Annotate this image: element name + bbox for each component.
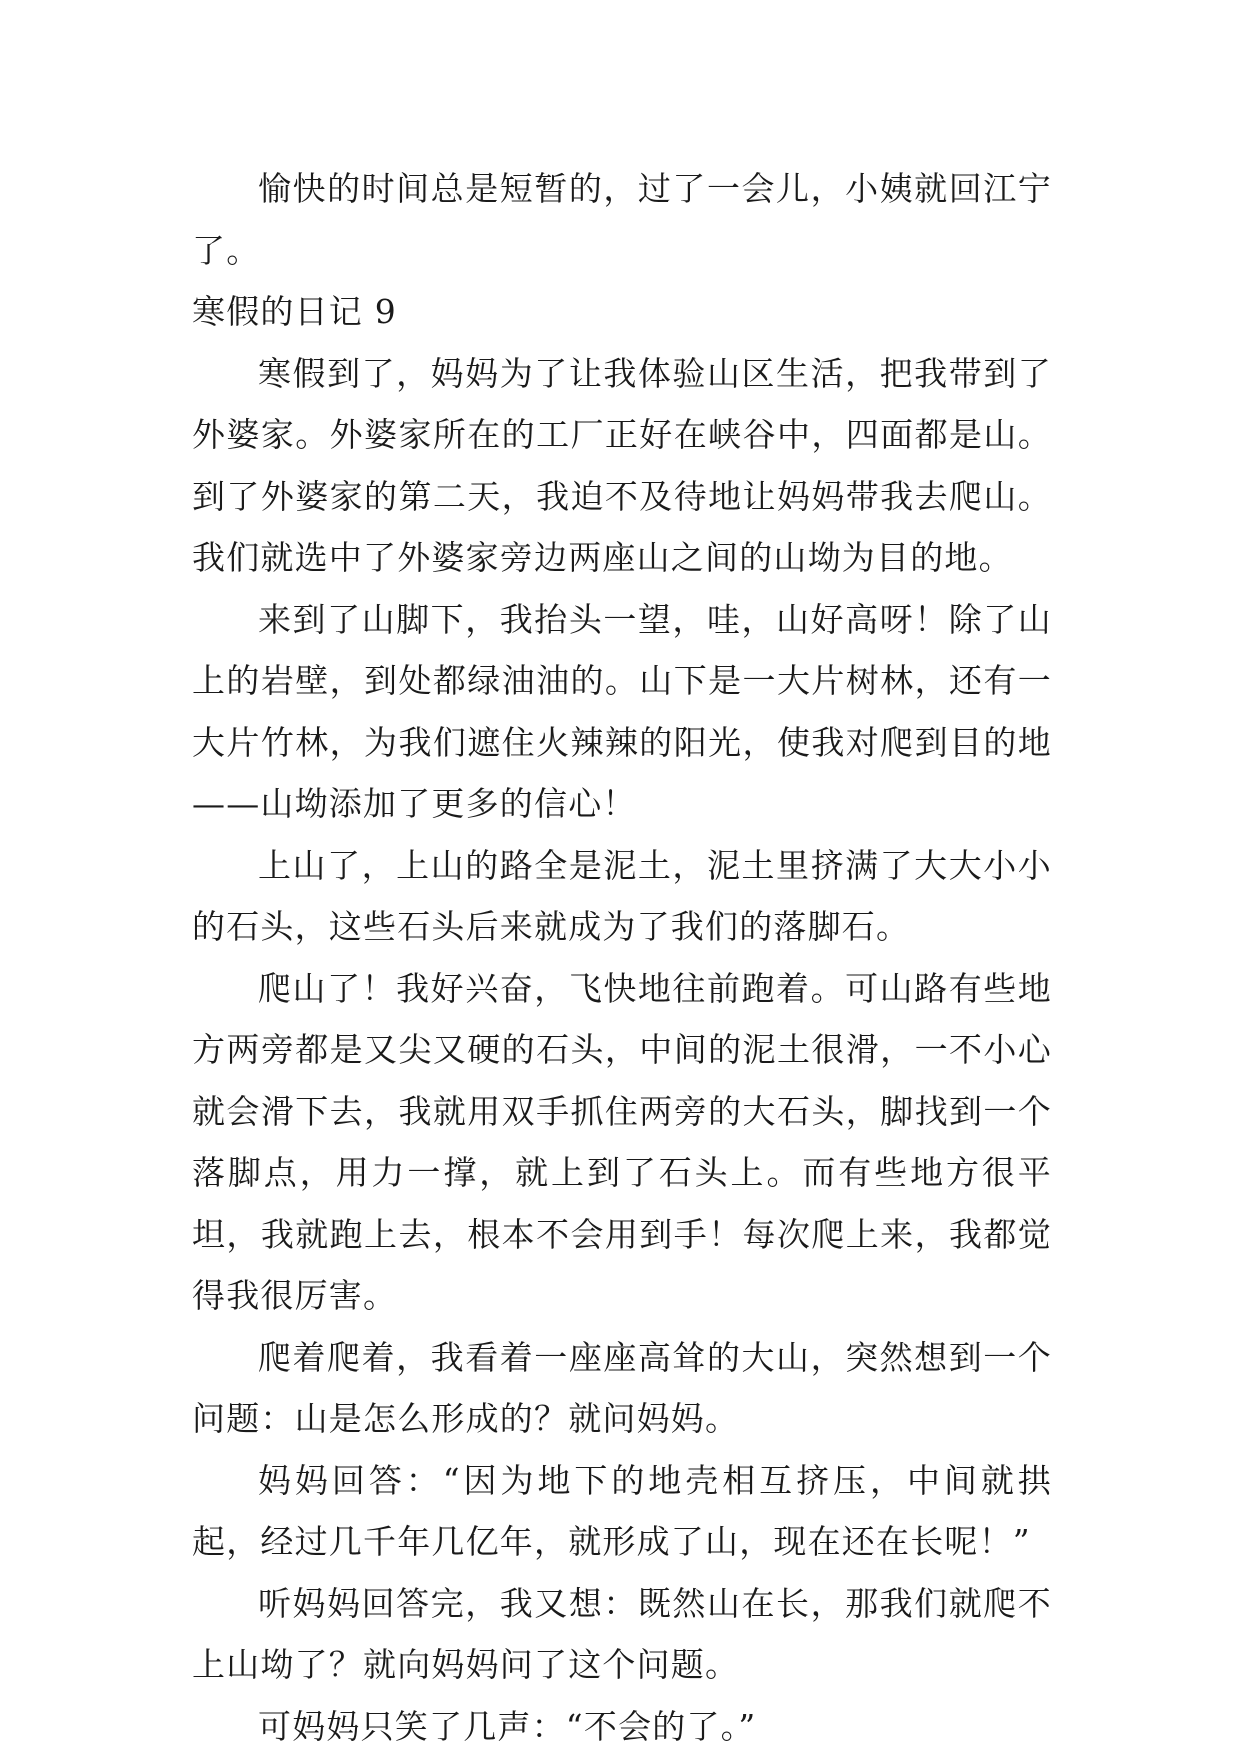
paragraph-mountain-path: 上山了，上山的路全是泥土，泥土里挤满了大大小小的石头，这些石头后来就成为了我们的落脚石。 [192, 835, 1052, 958]
paragraph-winter-break: 寒假到了，妈妈为了让我体验山区生活，把我带到了外婆家。外婆家所在的工厂正好在峡谷中，四面都是山。到了外婆家的第二天，我迫不及待地让妈妈带我去爬山。我们就选中了外婆家旁边两座山之间的山坳为目的地。 [192, 343, 1052, 589]
paragraph-question: 爬着爬着，我看着一座座高耸的大山，突然想到一个问题：山是怎么形成的？就问妈妈。 [192, 1327, 1052, 1450]
paragraph-mom-laugh: 可妈妈只笑了几声：“不会的了。” [192, 1696, 1052, 1757]
paragraph-mom-answer: 妈妈回答：“因为地下的地壳相互挤压，中间就拱起，经过几千年几亿年，就形成了山，现在还在长呢！” [192, 1450, 1052, 1573]
paragraph-intro-end: 愉快的时间总是短暂的，过了一会儿，小姨就回江宁了。 [192, 158, 1052, 281]
document-page [192, 158, 1052, 1757]
paragraph-second-question: 听妈妈回答完，我又想：既然山在长，那我们就爬不上山坳了？就向妈妈问了这个问题。 [192, 1573, 1052, 1696]
paragraph-mountain-foot: 来到了山脚下，我抬头一望，哇，山好高呀！除了山上的岩壁，到处都绿油油的。山下是一大片树林，还有一大片竹林，为我们遮住火辣辣的阳光，使我对爬到目的地——山坳添加了更多的信心！ [192, 589, 1052, 835]
diary-title: 寒假的日记 9 [192, 281, 1052, 343]
paragraph-climbing: 爬山了！我好兴奋，飞快地往前跑着。可山路有些地方两旁都是又尖又硬的石头，中间的泥土很滑，一不小心就会滑下去，我就用双手抓住两旁的大石头，脚找到一个落脚点，用力一撑，就上到了石头上。而有些地方很平坦，我就跑上去，根本不会用到手！每次爬上来，我都觉得我很厉害。 [192, 958, 1052, 1327]
